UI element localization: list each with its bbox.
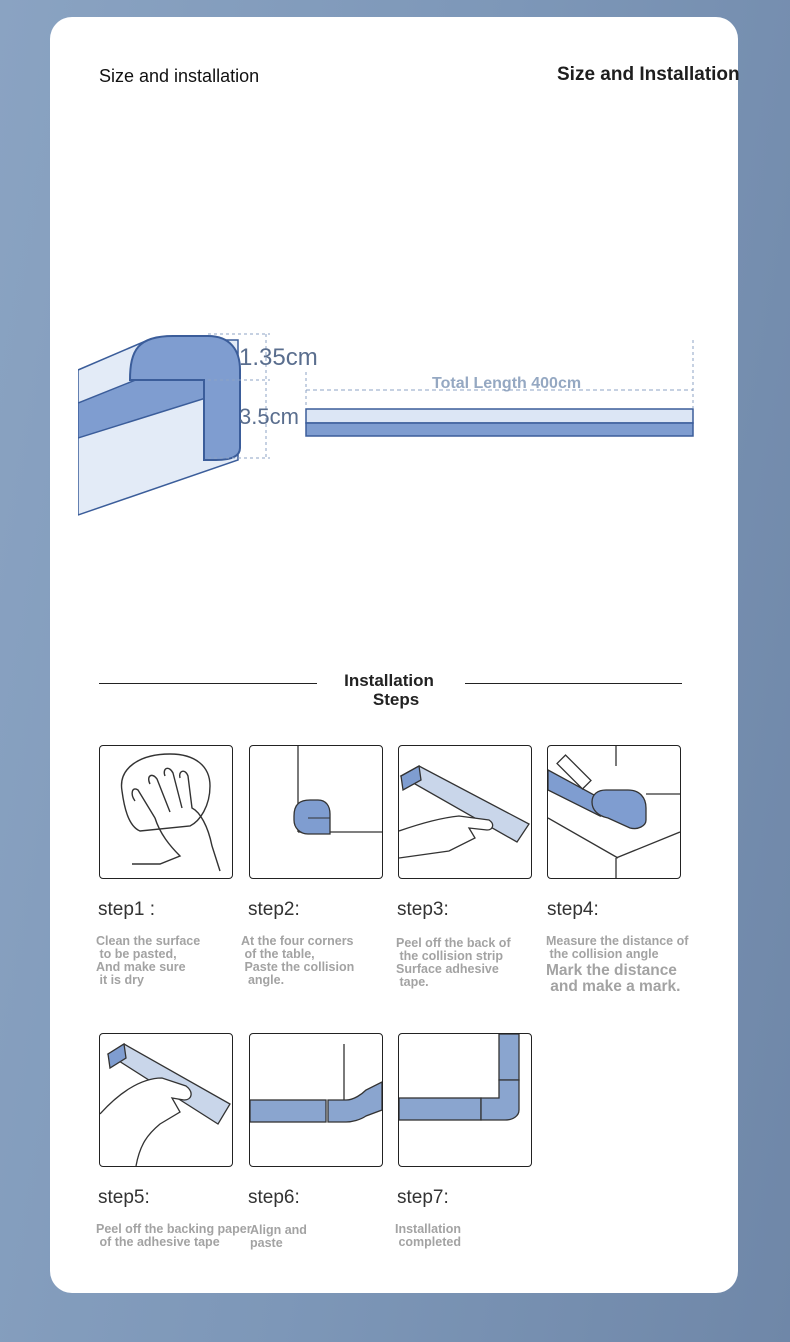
completed-icon — [399, 1034, 531, 1166]
measure-mark-icon — [548, 746, 680, 878]
align-paste-icon — [250, 1034, 382, 1166]
cleaning-hand-icon — [100, 746, 232, 878]
step6-description: Align and paste — [250, 1223, 307, 1250]
step4-description: Measure the distance of the collision angle — [546, 934, 689, 961]
width-dimension-label: 3.5cm — [239, 404, 299, 429]
strip-top — [306, 409, 693, 423]
step5-label: step5: — [98, 1187, 150, 1208]
corner-placement-icon — [250, 746, 382, 878]
step5-image — [99, 1033, 233, 1167]
step6-label: step6: — [248, 1187, 300, 1208]
step4-label: step4: — [547, 899, 599, 920]
height-dimension-label: 1.35cm — [239, 344, 318, 371]
heading-rule-right — [465, 683, 682, 684]
step2-description: At the four corners of the table, Paste the collision angle. — [241, 934, 355, 987]
page-title-left: Size and installation — [99, 66, 260, 86]
step2-image — [249, 745, 383, 879]
step2-label: step2: — [248, 899, 300, 920]
strip-bottom — [306, 423, 693, 436]
step4-description-mark: Mark the distance and make a mark. — [546, 962, 681, 995]
step3-label: step3: — [397, 899, 449, 920]
installation-steps-heading: Installation Steps — [318, 671, 460, 709]
peel-backing-icon — [100, 1034, 232, 1166]
peel-tape-icon — [399, 746, 531, 878]
step7-label: step7: — [397, 1187, 449, 1208]
step4-image — [547, 745, 681, 879]
step1-image — [99, 745, 233, 879]
step1-label: step1 : — [98, 899, 156, 920]
step1-description: Clean the surface to be pasted, And make sure it is dry — [96, 934, 201, 987]
step7-image — [398, 1033, 532, 1167]
step3-image — [398, 745, 532, 879]
corner-guard-diagram — [78, 320, 718, 580]
step6-image — [249, 1033, 383, 1167]
step3-description: Peel off the back of the collision strip Surface adhesive tape. — [396, 936, 511, 989]
heading-rule-left — [99, 683, 317, 684]
length-dimension-label: Total Length 400cm — [432, 375, 582, 392]
step5-description: Peel off the backing paper of the adhesive tape — [96, 1222, 252, 1249]
page-title-right: Size and Installation — [557, 64, 740, 85]
step7-description: Installation completed — [395, 1222, 461, 1249]
